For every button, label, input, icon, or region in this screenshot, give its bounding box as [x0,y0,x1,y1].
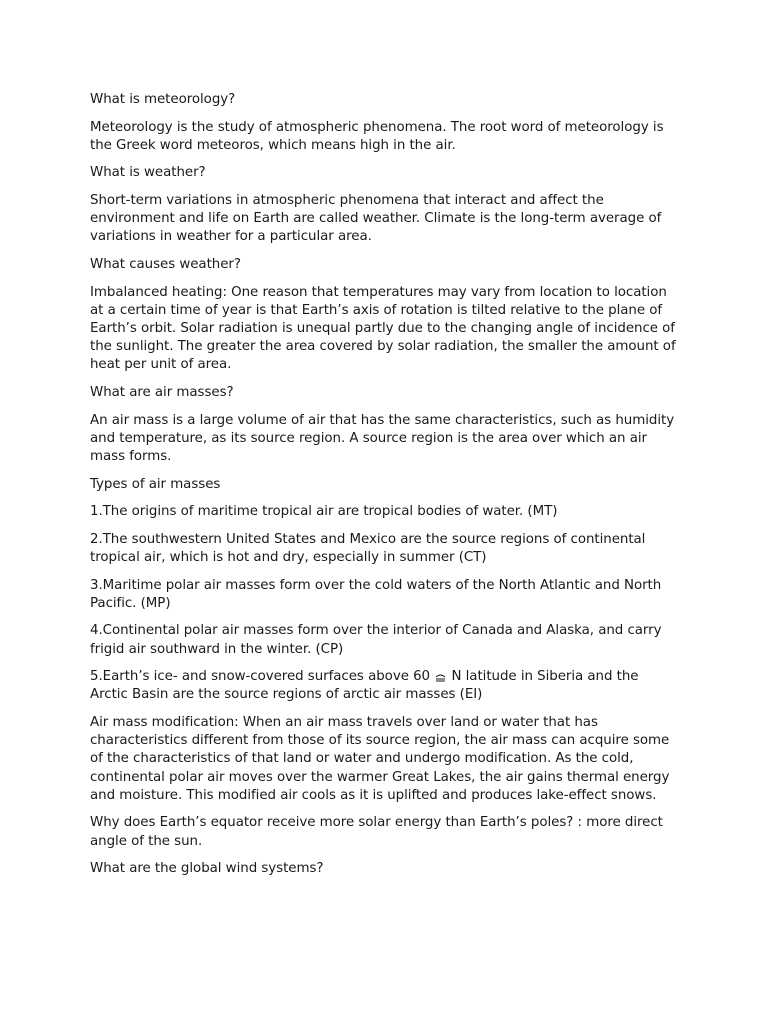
list-item-cp: 4.Continental polar air masses form over the interior of Canada and Alaska, and carry frigid air southward in the winter. (CP) [90,623,662,657]
answer-weather-causes: Imbalanced heating: One reason that temperatures may vary from location to location at a certain time of year is that Earth’s axis of rotation is tilted relative to the plane of Earth’s orbit. Solar radiation is unequal partly due to the changing angle of incidence of the sunlight. The greater the area covered by solar radiation, the smaller the amount of heat per unit of area. [90,284,676,373]
document-page [90,91,680,888]
heading-types-of-air-masses: Types of air masses [90,476,221,492]
question-air-masses: What are air masses? [90,384,234,400]
question-weather-causes: What causes weather? [90,256,241,272]
list-item-arctic-start: 5.Earth’s ice- and snow-covered surfaces above 60 [90,669,431,685]
question-global-winds: What are the global wind systems? [90,861,324,877]
list-item-arctic [90,668,680,704]
degree-symbol-icon [435,674,446,682]
question-equator-energy: Why does Earth’s equator receive more solar energy than Earth’s poles? : more direct angle of the sun. [90,815,663,849]
answer-meteorology: Meteorology is the study of atmospheric phenomena. The root word of meteorology is the Greek word meteoros, which means high in the air. [90,119,664,153]
list-item-mp: 3.Maritime polar air masses form over the cold waters of the North Atlantic and North Pacific. (MP) [90,577,662,611]
question-meteorology: What is meteorology? [90,92,236,107]
question-weather: What is weather? [90,165,206,181]
answer-air-masses: An air mass is a large volume of air that has the same characteristics, such as humidity and temperature, as its source region. A source region is the area over which an air mass forms. [90,412,675,464]
answer-air-mass-modification: Air mass modification: When an air mass travels over land or water that has characteristics different from those of its source region, the air mass can acquire some of the characteristics of that land or water and undergo modification. As the cold, continental polar air moves over the warmer Great Lakes, the air gains thermal energy and moisture. This modified air cools as it is uplifted and produces lake-effect snows. [90,714,670,803]
list-item-arctic-end: N latitude in Siberia and the Arctic Basin are the source regions of arctic air masses (EI) [90,669,639,703]
list-item-mt: 1.The origins of maritime tropical air are tropical bodies of water. (MT) [90,504,558,520]
list-item-ct: 2.The southwestern United States and Mexico are the source regions of continental tropical air, which is hot and dry, especially in summer (CT) [90,531,646,565]
answer-weather: Short-term variations in atmospheric phenomena that interact and affect the environment and life on Earth are called weather. Climate is the long-term average of variations in weather for a particular area. [90,192,662,245]
